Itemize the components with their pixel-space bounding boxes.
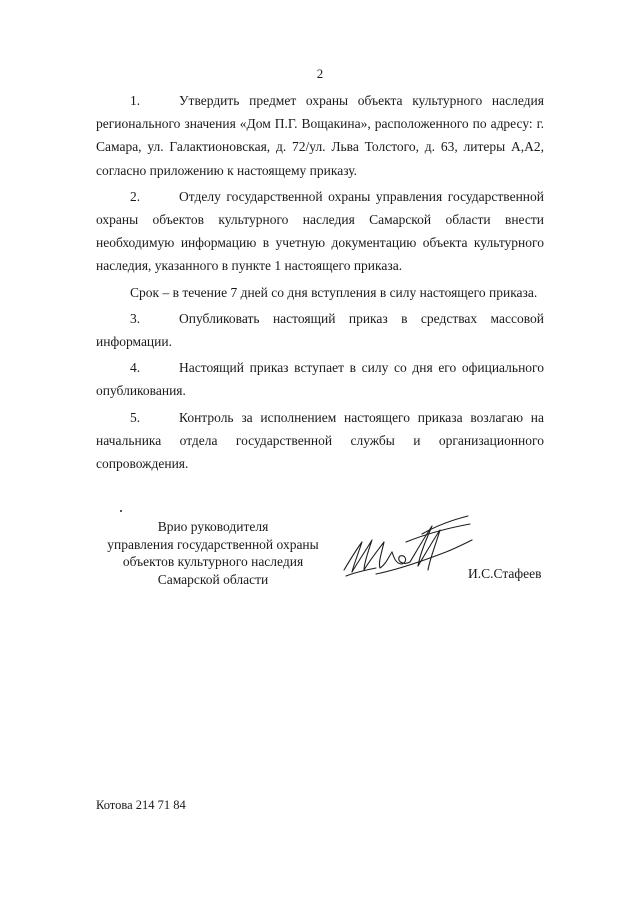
item-text-first: Настоящий приказ вступает в силу со дня его официального: [179, 360, 544, 376]
item-text-rest: на начальника отдела государственной службы и организационного сопровождения.: [96, 409, 544, 472]
signer-name: И.С.Стафеев: [468, 566, 542, 581]
signatory-title-line: объектов культурного наследия: [122, 554, 304, 569]
item-text-rest: охраны объектов культурного наследия Самарской области внести необходимую информацию в учетную документацию объекта культурного наследия, указанного в пункте 1 настоящего приказа.: [96, 212, 544, 274]
order-item-2: [96, 185, 544, 278]
item-text-rest: опубликования.: [96, 383, 186, 399]
signatory-title-line: Самарской области: [157, 571, 269, 587]
item-number: 5.: [130, 409, 141, 425]
item-text-rest: регионального значения «Дом П.Г. Вощакина», расположенного по адресу: г. Самара, ул. Галактионовская, д. 72/ул. Льва Толстого, д. 63, литеры А,А2, согласно приложению к настоящему приказу.: [96, 116, 544, 178]
order-item-5: [96, 406, 544, 476]
order-item-4: [96, 356, 544, 402]
order-item-1: [96, 89, 544, 182]
order-body: [96, 89, 544, 475]
order-item-3: [96, 307, 544, 353]
item-text-first: Отделу государственной охраны управления государственной: [179, 188, 544, 204]
item-text-first: Утвердить предмет охраны объекта культурного наследия: [179, 93, 544, 108]
executor-contact: Котова 214 71 84: [96, 798, 186, 812]
signatory-title: [96, 518, 330, 588]
signatory-title-line: Врио руководителя: [157, 519, 269, 534]
item-text-first: Опубликовать настоящий приказ в средствах массовой: [179, 310, 544, 326]
item-number: 2.: [130, 188, 141, 204]
stray-mark: [120, 510, 122, 512]
item-text-first: Контроль за исполнением настоящего приказа возлагаю: [179, 409, 524, 425]
handwritten-signature-icon: [336, 512, 476, 582]
signatory-title-line: управления государственной охраны: [107, 536, 319, 552]
item-number: 4.: [130, 360, 141, 376]
deadline-note: Срок – в течение 7 дней со дня вступления в силу настоящего приказа.: [130, 284, 538, 300]
item-number: 1.: [130, 93, 141, 108]
item-text-rest: информации.: [96, 334, 172, 350]
item-number: 3.: [130, 310, 141, 326]
page-number: 2: [316, 66, 324, 81]
